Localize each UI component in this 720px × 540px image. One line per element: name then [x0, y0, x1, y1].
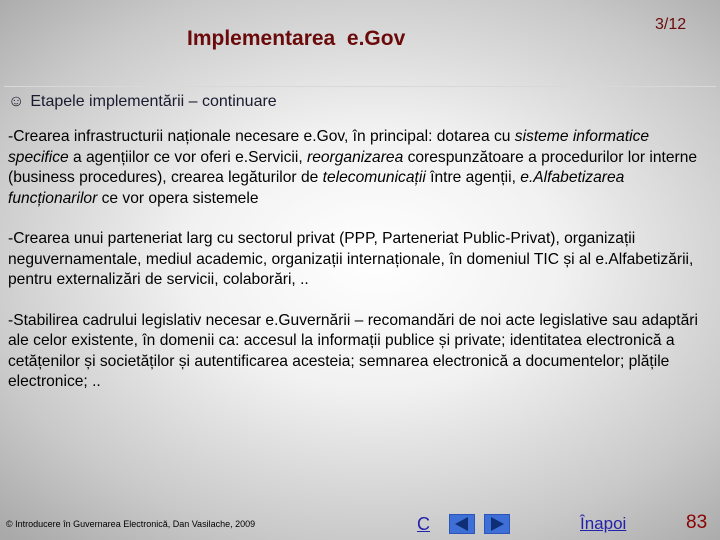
page-number: 83 [686, 512, 708, 533]
contents-link[interactable]: C [417, 514, 430, 534]
paragraph-3 [8, 311, 714, 393]
slide-title: Implementarea e.Gov [187, 27, 406, 50]
text-segment: -Stabilirea cadrului legislativ necesar e.Guvernării – recomandări de noi acte legislative sau adaptări ale celor existente, în domenii ca: accesul la informații publice și private; identitatea electronică a cetățenilor și societăților și autentificarea acesteia; semnarea electronică a documentelor; plățile electronice; .. [8, 311, 698, 390]
text-segment: a agențiilor ce vor oferi e.Servicii, [68, 148, 308, 166]
copyright-note: © Introducere în Guvernarea Electronică, Dan Vasilache, 2009 [6, 519, 256, 529]
paragraph-2 [8, 229, 714, 291]
text-segment: -Crearea infrastructurii naționale necesare e.Gov, în principal: dotarea cu [8, 128, 515, 145]
header-divider [4, 86, 716, 87]
text-segment: corespunzătoare a procedurilor lor interne (business procedures), crearea legăturilor de [8, 148, 698, 186]
triangle-left-icon[interactable] [449, 514, 475, 534]
slide-counter: 3/12 [655, 16, 687, 33]
text-segment-italic: sisteme informatice specifice [8, 128, 650, 166]
text-segment: între agenții, [425, 169, 521, 186]
text-segment-italic: reorganizarea [307, 148, 404, 166]
text-segment: ce vor opera sistemele [97, 189, 259, 207]
subtitle [8, 93, 277, 111]
text-segment-italic: telecomunicații [322, 169, 426, 186]
text-segment-italic: e.Alfabetizarea funcționarilor [8, 169, 625, 207]
back-link[interactable]: Înapoi [580, 514, 627, 533]
paragraph-1 [8, 127, 714, 209]
smiley-bullet-icon: ☺ [8, 93, 25, 110]
slide-content [8, 127, 714, 393]
triangle-right-icon[interactable] [484, 514, 510, 534]
text-segment: -Crearea unui parteneriat larg cu sectorul privat (PPP, Parteneriat Public-Privat), organizații neguvernamentale, mediul academic, organizații internaționale, în domeniul TIC și al e.Alfabetizării, pentru externalizări de servicii, colaborări, .. [8, 230, 694, 288]
subtitle-text: Etapele implementării – continuare [30, 93, 277, 110]
